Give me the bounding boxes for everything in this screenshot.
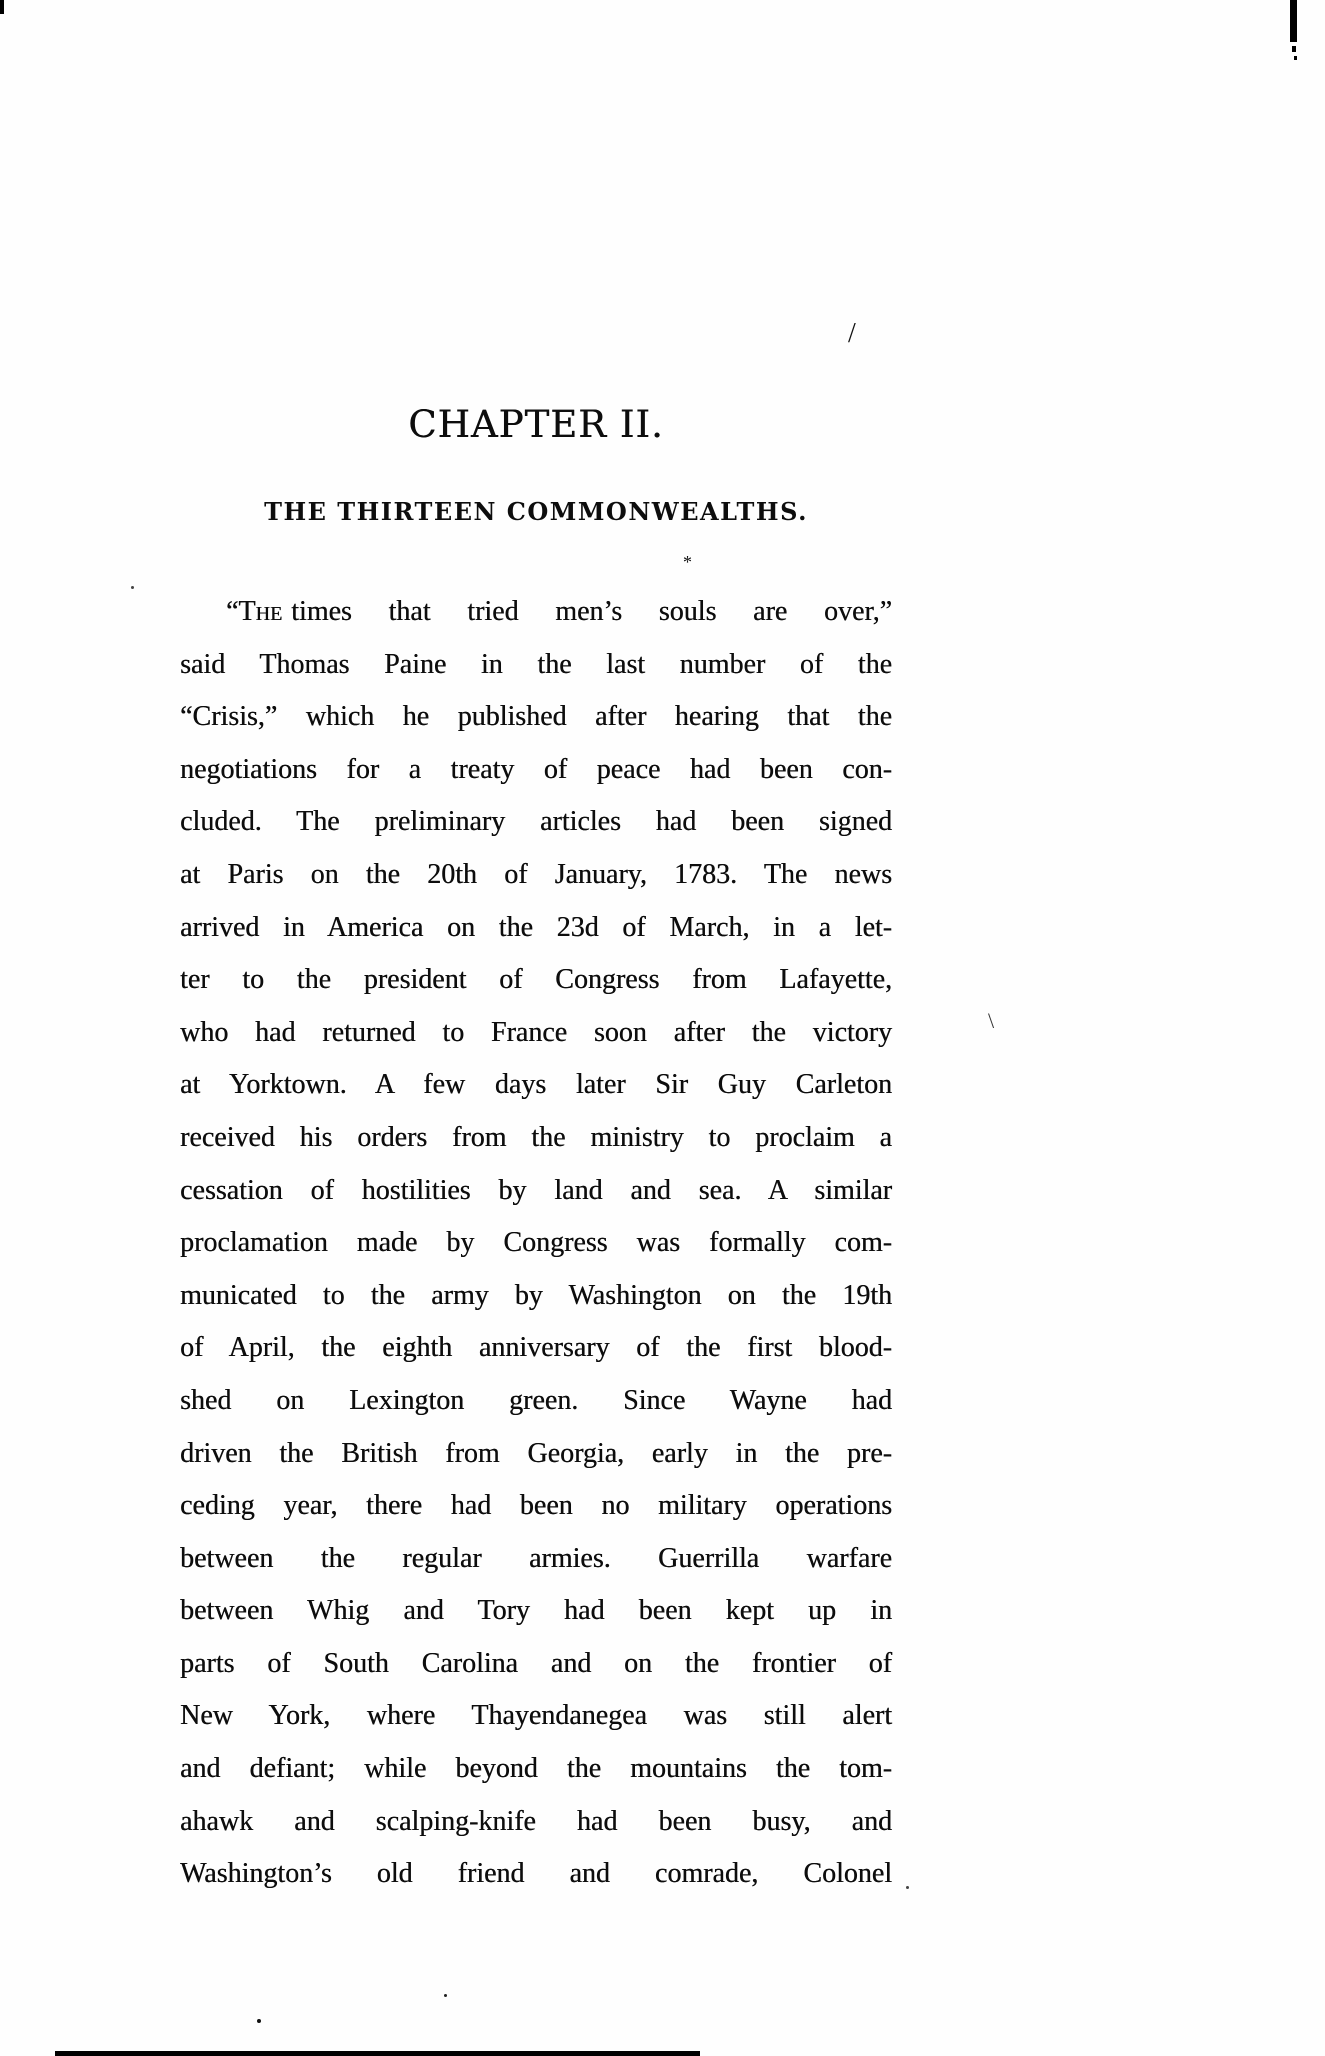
section-heading: THE THIRTEEN COMMONWEALTHS. — [264, 497, 808, 526]
paragraph-line-text: times that tried men’s souls are over,” — [291, 596, 892, 627]
paragraph-line: between the regular armies. Guerrilla warfare — [180, 1542, 892, 1574]
paragraph-line: at Paris on the 20th of January, 1783. The news — [180, 858, 892, 890]
paragraph-line: parts of South Carolina and on the frontier of — [180, 1647, 892, 1679]
paragraph-line: proclamation made by Congress was formally com- — [180, 1227, 892, 1259]
margin-slash-mark: / — [848, 318, 856, 349]
paragraph-line: cessation of hostilities by land and sea. A similar — [180, 1174, 892, 1206]
paragraph-line — [180, 586, 892, 639]
paragraph-lead-smallcaps: “The — [226, 596, 283, 627]
paragraph-line: between Whig and Tory had been kept up in — [180, 1595, 892, 1627]
scan-speck — [444, 1994, 447, 1997]
paragraph-line: Washington’s old friend and comrade, Colonel — [180, 1858, 892, 1890]
paragraph-line: ceding year, there had been no military operations — [180, 1490, 892, 1522]
body-paragraph — [180, 586, 892, 1901]
paragraph-line: said Thomas Paine in the last number of the — [180, 648, 892, 680]
paragraph-line: ter to the president of Congress from Lafayette, — [180, 964, 892, 996]
scan-artifact-top-right-dot1 — [1292, 46, 1296, 52]
scan-speck — [257, 2019, 261, 2023]
paragraph-line: of April, the eighth anniversary of the first blood- — [180, 1332, 892, 1364]
paragraph-line: at Yorktown. A few days later Sir Guy Carleton — [180, 1069, 892, 1101]
scan-artifact-top-right — [1290, 0, 1297, 42]
paragraph-line: arrived in America on the 23d of March, in a let- — [180, 911, 892, 943]
chapter-heading: CHAPTER II. — [408, 403, 664, 446]
paragraph-line: driven the British from Georgia, early in the pre- — [180, 1437, 892, 1469]
scan-artifact-bottom-bar — [55, 2051, 700, 2056]
paragraph-line: and defiant; while beyond the mountains the tom- — [180, 1753, 892, 1785]
scan-artifact-top-right-dot2 — [1294, 56, 1297, 60]
paragraph-line: received his orders from the ministry to proclaim a — [180, 1121, 892, 1153]
paragraph-line: “Crisis,” which he published after hearing that the — [180, 701, 892, 733]
paragraph-line: who had returned to France soon after the victory — [180, 1016, 892, 1048]
margin-backslash-mark: \ — [988, 1008, 995, 1033]
scan-artifact-top-left — [0, 0, 4, 14]
subheading-asterisk-mark: * — [683, 552, 692, 572]
paragraph-line: municated to the army by Washington on the 19th — [180, 1279, 892, 1311]
paragraph-line: cluded. The preliminary articles had been signed — [180, 806, 892, 838]
paragraph-line: negotiations for a treaty of peace had been con- — [180, 753, 892, 785]
paragraph-line: New York, where Thayendanegea was still alert — [180, 1700, 892, 1732]
paragraph-line: ahawk and scalping-knife had been busy, and — [180, 1805, 892, 1837]
scan-speck — [131, 586, 134, 589]
scan-speck — [906, 1886, 909, 1889]
paragraph-line: shed on Lexington green. Since Wayne had — [180, 1384, 892, 1416]
